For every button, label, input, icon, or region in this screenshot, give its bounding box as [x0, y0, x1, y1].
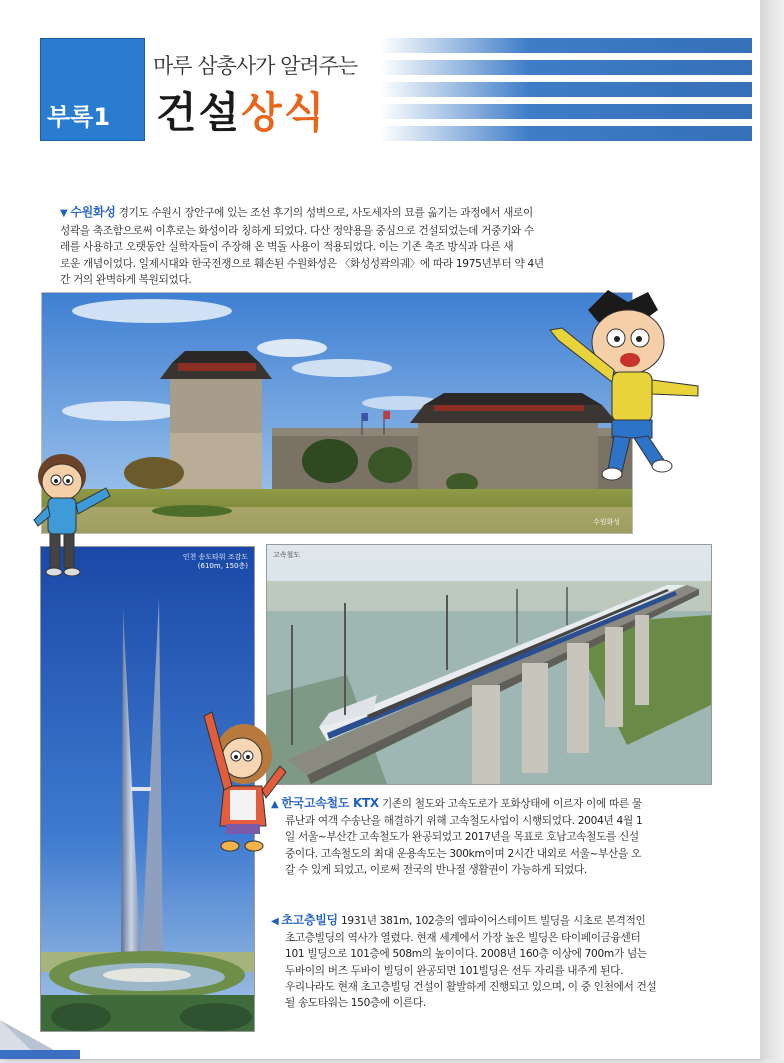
ktx-line: 일 서울~부산간 고속철도가 완공되었고 2017년을 목표로 호남고속철도를 신설 [285, 831, 639, 844]
tower-caption-line2: (610m, 150층) [197, 562, 248, 570]
appendix-badge [40, 38, 145, 141]
badge-label: 부록1 [47, 103, 111, 131]
skyscraper-line: 될 송도타워는 150층에 이른다. [285, 997, 426, 1010]
page-curl [0, 1010, 80, 1059]
title-part1: 건설 [156, 88, 242, 137]
page-edge-shadow [760, 0, 784, 1059]
up-triangle-icon: ▲ [271, 799, 279, 810]
cartoon-boy-right [548, 290, 718, 494]
skyscraper-keyword: 초고층빌딩 [281, 913, 338, 927]
suwon-line: 성곽을 축조함으로써 이후로는 화성이라 칭하게 되었다. 다산 정약용을 중심으로 건설되었는데 거중기와 수 [60, 224, 534, 237]
ktx-line: 기존의 철도와 고속도로가 포화상태에 이르자 이에 따른 물 [381, 798, 642, 810]
suwon-line: 간 거의 완벽하게 복원되었다. [60, 274, 192, 286]
ktx-description [271, 795, 711, 878]
ktx-line: 갈 수 있게 되었고, 이로써 전국의 반나절 생활권이 가능하게 되었다. [285, 863, 587, 876]
suwon-photo-caption: 수원화성 [592, 518, 620, 526]
ktx-photo-caption: 고속철도 [273, 551, 301, 559]
cartoon-girl [196, 706, 286, 860]
ktx-line: 중이다. 고속철도의 최대 운용속도는 300km이며 2시간 내외로 서울~부산을 오 [285, 847, 641, 860]
skyscraper-line: 두바이의 버즈 두바이 빌딩이 완공되면 101빌딩은 선두 자리를 내주게 된다. [285, 964, 624, 977]
skyscraper-line: 1931년 381m, 102층의 엠파이어스테이트 빌딩을 시초로 본격적인 [340, 915, 646, 927]
page-subtitle: 마루 삼총사가 알려주는 [153, 54, 358, 78]
header-stripes [380, 38, 752, 142]
suwon-line: 레를 사용하고 오랫동안 실학자들이 주장해 온 벽돌 사용이 적용되었다. 이는 기존 축조 방식과 다른 새 [60, 241, 514, 253]
ktx-keyword: 한국고속철도 KTX [281, 796, 379, 810]
skyscraper-line: 우리나라도 현재 초고층빌딩 건설이 활발하게 진행되고 있으며, 이 중 인천에서 건설 [285, 980, 657, 993]
title-part2: 상식 [241, 88, 327, 137]
suwon-hwaseong-photo [41, 292, 633, 534]
left-triangle-icon: ◀ [271, 916, 279, 927]
suwon-line: 로운 개념이었다. 일제시대와 한국전쟁으로 훼손된 수원화성은 〈화성성곽의궤〉에 따라 1975년부터 약 4년 [60, 257, 544, 270]
cartoon-boy-left [28, 448, 118, 582]
skyscraper-line: 101 빌딩으로 101층에 508m의 높이이다. 2008년 160층 이상에 700m가 넘는 [285, 948, 647, 961]
suwon-line: 경기도 수원시 장안구에 있는 조선 후기의 성벽으로, 사도세자의 묘를 옮기는 과정에서 새로이 [118, 207, 533, 219]
skyscraper-line: 초고층빌딩의 역사가 열렸다. 현재 세계에서 가장 높은 빌딩은 타이페이금융센터 [285, 932, 641, 945]
page-title [156, 80, 326, 140]
down-triangle-icon: ▼ [60, 208, 68, 219]
suwon-keyword: 수원화성 [70, 205, 116, 219]
ktx-line: 류난과 여객 수송난을 해결하기 위해 고속철도사업이 시행되었다. 2004년 4월 1 [285, 815, 643, 828]
ktx-photo [266, 544, 712, 785]
skyscraper-description [271, 912, 711, 1011]
suwon-description [60, 204, 634, 289]
tower-caption-line1: 인천 송도타워 조감도 [182, 553, 248, 561]
